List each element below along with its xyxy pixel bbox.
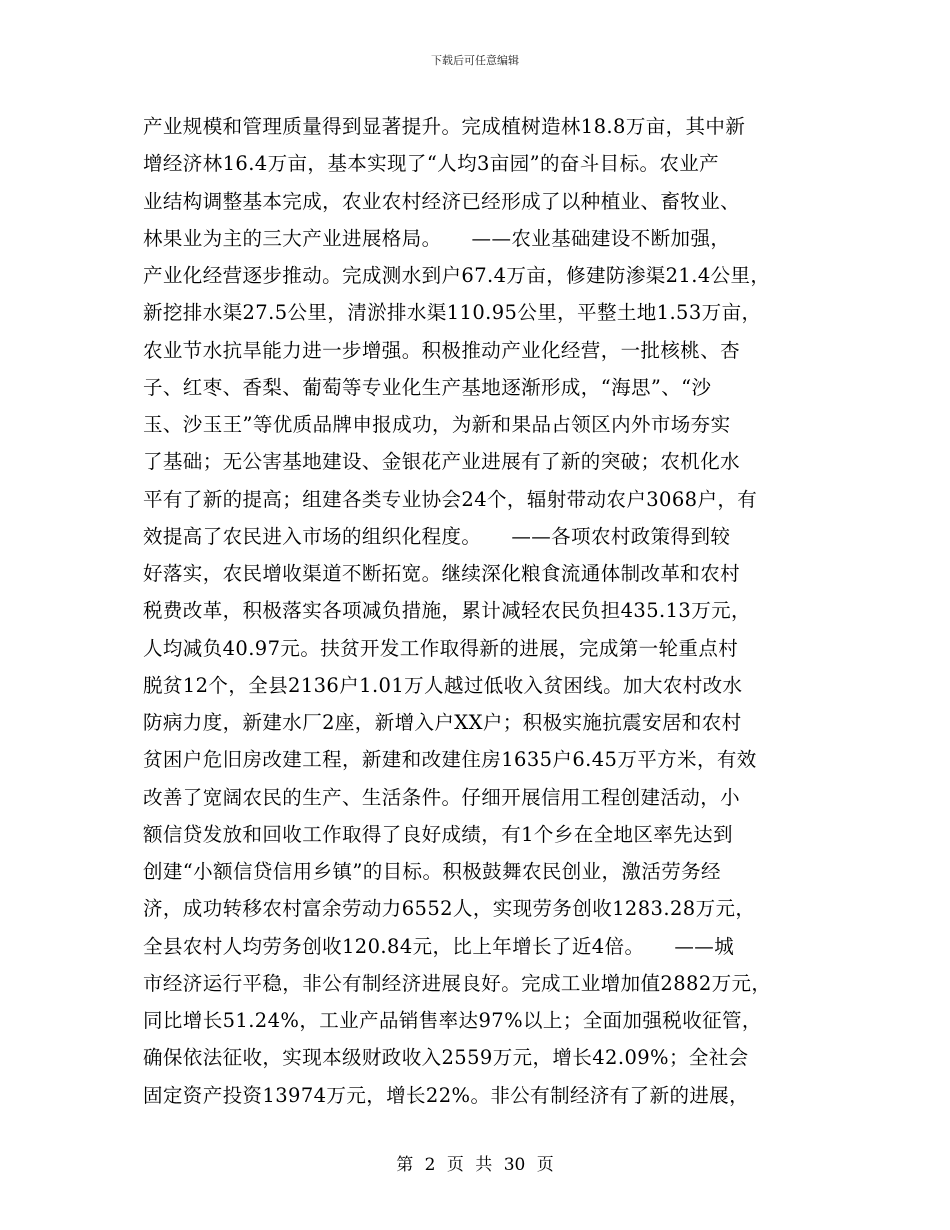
body-line: 产业化经营逐步推动。完成测水到户67.4万亩，修建防渗渠21.4公里， (143, 264, 771, 287)
body-line: 确保依法征收，实现本级财政收入2559万元，增长42.09%；全社会 (143, 1046, 749, 1070)
body-line: 农业节水抗旱能力进一步增强。积极推动产业化经营，一批核桃、杏 (143, 338, 741, 362)
body-line: 额信贷发放和回收工作取得了良好成绩，有1个乡在全地区率先达到 (143, 822, 733, 846)
body-line: 济，成功转移农村富余劳动力6552人，实现劳务创收1283.28万元， (143, 897, 756, 921)
body-line: 玉、沙玉王”等优质品牌申报成功，为新和果品占领区内外市场夯实 (143, 413, 731, 436)
body-line: 市经济运行平稳，非公有制经济进展良好。完成工业增加值2882万元， (143, 971, 772, 995)
body-line: 产业规模和管理质量得到显著提升。完成植树造林18.8万亩，其中新 (143, 115, 746, 138)
body-line: 业结构调整基本完成，农业农村经济已经形成了以种植业、畜牧业、 (143, 189, 741, 213)
body-line: 改善了宽阔农民的生产、生活条件。仔细开展信用工程创建活动，小 (143, 785, 741, 809)
body-line: 防病力度，新建水厂2座，新增入户XX户；积极实施抗震安居和农村 (143, 711, 742, 734)
body-line: 了基础；无公害基地建设、金银花产业进展有了新的突破；农机化水 (143, 450, 741, 474)
body-line: 平有了新的提高；组建各类专业协会24个，辐射带动农户3068户，有 (143, 487, 758, 511)
body-line: 全县农村人均劳务创收120.84元，比上年增长了近4倍。 ——城 (143, 934, 735, 958)
body-line: 子、红枣、香梨、葡萄等专业化生产基地逐渐形成，“海思”、“沙 (143, 375, 712, 399)
body-line: 同比增长51.24%，工业产品销售率达97%以上；全面加强税收征管， (143, 1009, 762, 1032)
body-line: 贫困户危旧房改建工程，新建和改建住房1635户6.45万平方米，有效 (143, 748, 757, 772)
body-line: 好落实，农民增收渠道不断拓宽。继续深化粮食流通体制改革和农村 (143, 562, 741, 585)
page-header: 下载后可任意编辑 (431, 54, 519, 67)
body-line: 创建“小额信贷信用乡镇”的目标。积极鼓舞农民创业，激活劳务经 (143, 860, 721, 883)
body-line: 脱贫12个，全县2136户1.01万人越过低收入贫困线。加大农村改水 (143, 673, 743, 697)
body-line: 人均减负40.97元。扶贫开发工作取得新的进展，完成第一轮重点村 (143, 636, 739, 660)
body-line: 林果业为主的三大产业进展格局。 ——农业基础建设不断加强， (143, 226, 731, 250)
body-line: 效提高了农民进入市场的组织化程度。 ——各项农村政策得到较 (143, 524, 731, 548)
body-line: 新挖排水渠27.5公里，清淤排水渠110.95公里，平整土地1.53万亩， (143, 301, 762, 325)
body-line: 增经济林16.4万亩，基本实现了“人均3亩园”的奋斗目标。农业产 (143, 152, 720, 176)
page-footer: 第 2 页 共 30 页 (396, 1155, 554, 1175)
body-line: 税费改革，积极落实各项减负措施，累计减轻农民负担435.13万元， (143, 599, 751, 623)
body-line: 固定资产投资13974万元，增长22%。非公有制经济有了新的进展， (143, 1083, 750, 1107)
